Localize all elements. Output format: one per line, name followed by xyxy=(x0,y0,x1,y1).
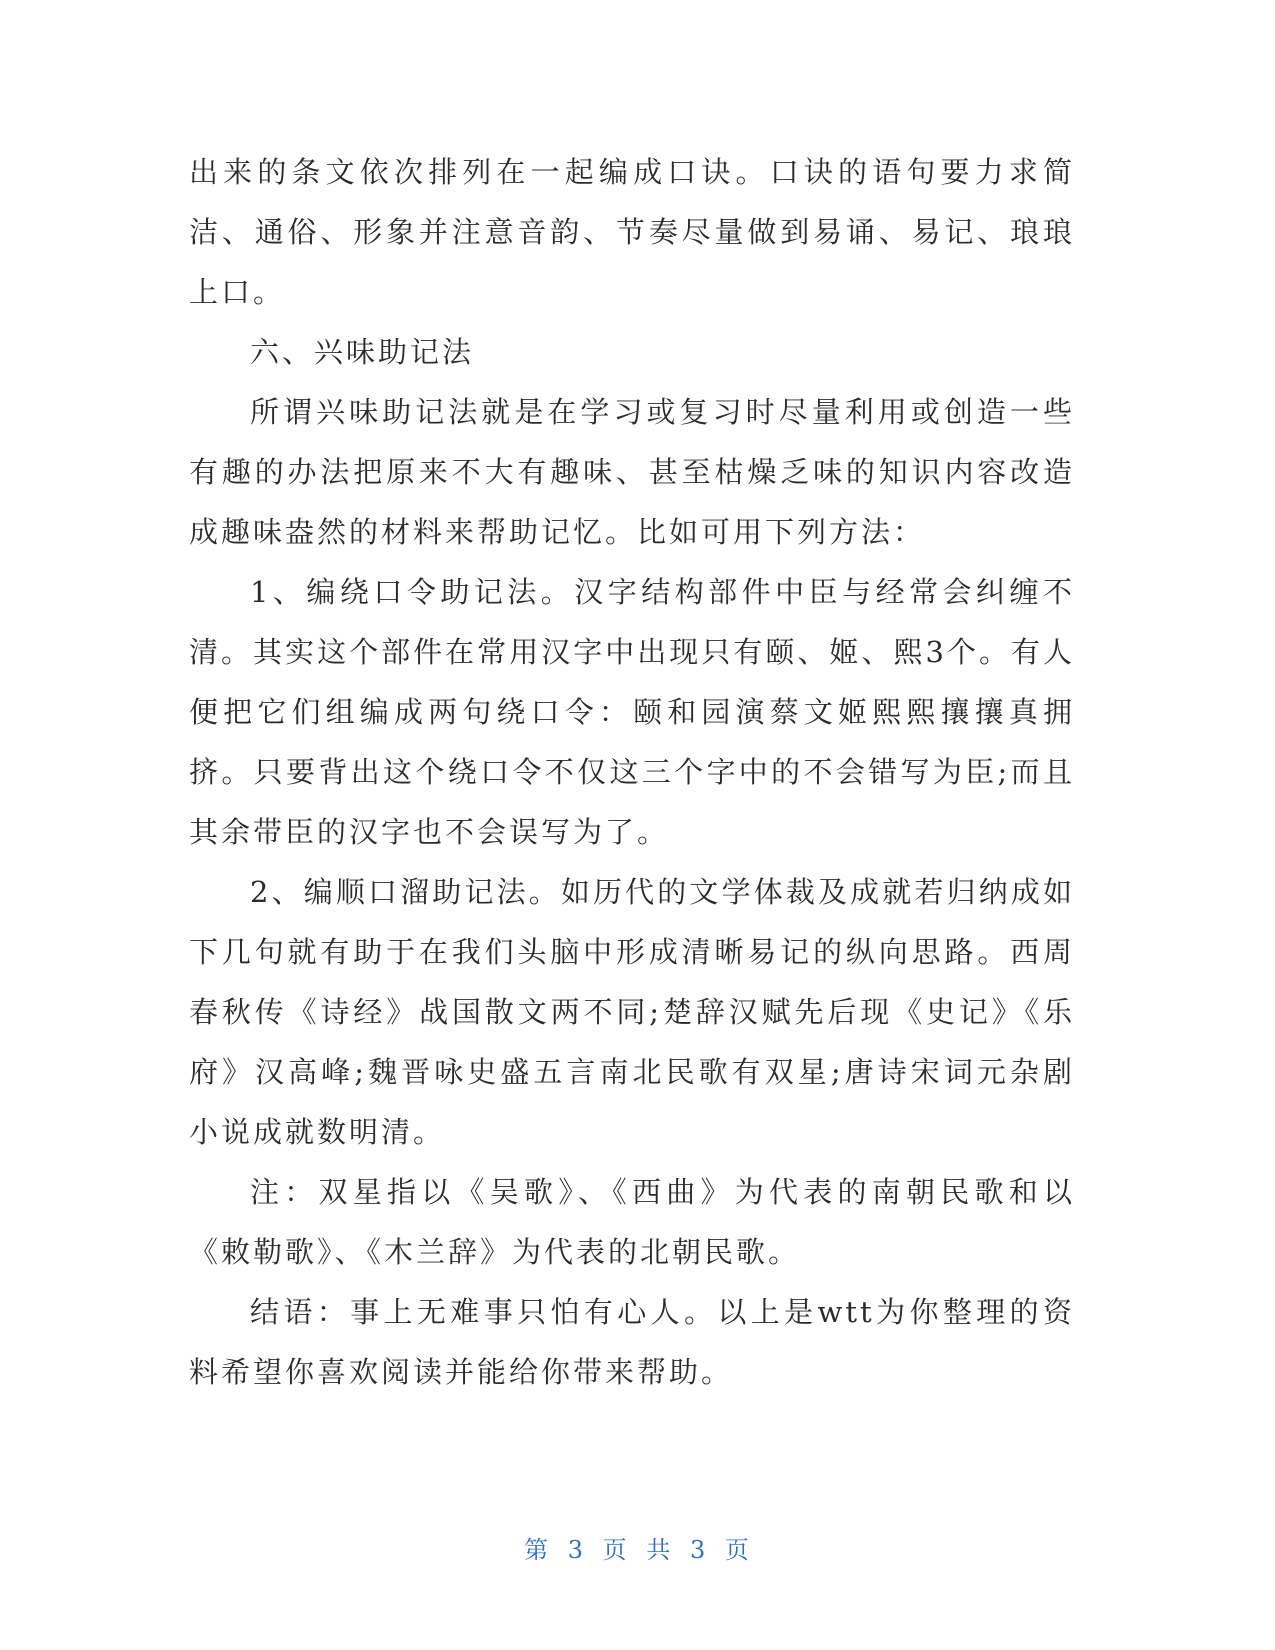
page-footer xyxy=(0,1530,1275,1565)
paragraph: 出来的条文依次排列在一起编成口诀。口诀的语句要力求简洁、通俗、形象并注意音韵、节奏尽量做到易诵、易记、琅琅上口。 xyxy=(189,155,1075,309)
paragraph: 2、编顺口溜助记法。如历代的文学体裁及成就若归纳成如下几句就有助于在我们头脑中形成清晰易记的纵向思路。西周春秋传《诗经》战国散文两不同;楚辞汉赋先后现《史记》《乐府》汉高峰;魏晋咏史盛五言南北民歌有双星;唐诗宋词元杂剧小说成就数明清。 xyxy=(189,875,1075,1149)
footer-label-unit-end: 页 xyxy=(724,1536,751,1564)
footer-total-pages: 3 xyxy=(689,1536,708,1564)
paragraph: 1、编绕口令助记法。汉字结构部件中臣与经常会纠缠不清。其实这个部件在常用汉字中出现只有颐、姬、熙3个。有人便把它们组编成两句绕口令：颐和园演蔡文姬熙熙攘攘真拥挤。只要背出这个绕口令不仅这三个字中的不会错写为臣;而且其余带臣的汉字也不会误写为了。 xyxy=(189,575,1075,849)
conclusion-paragraph: 结语：事上无难事只怕有心人。以上是wtt为你整理的资料希望你喜欢阅读并能给你带来帮助。 xyxy=(189,1295,1075,1389)
footer-current-page: 3 xyxy=(567,1536,586,1564)
body-text xyxy=(189,142,1075,1402)
note-paragraph: 注：双星指以《吴歌》、《西曲》为代表的南朝民歌和以《敕勒歌》、《木兰辞》为代表的北朝民歌。 xyxy=(189,1175,1075,1269)
footer-label-page: 第 xyxy=(524,1536,551,1564)
footer-label-total: 共 xyxy=(646,1536,673,1564)
footer-label-unit: 页 xyxy=(602,1536,629,1564)
section-heading: 六、兴味助记法 xyxy=(250,335,475,369)
paragraph: 所谓兴味助记法就是在学习或复习时尽量利用或创造一些有趣的办法把原来不大有趣味、甚至枯燥乏味的知识内容改造成趣味盎然的材料来帮助记忆。比如可用下列方法： xyxy=(189,395,1075,549)
